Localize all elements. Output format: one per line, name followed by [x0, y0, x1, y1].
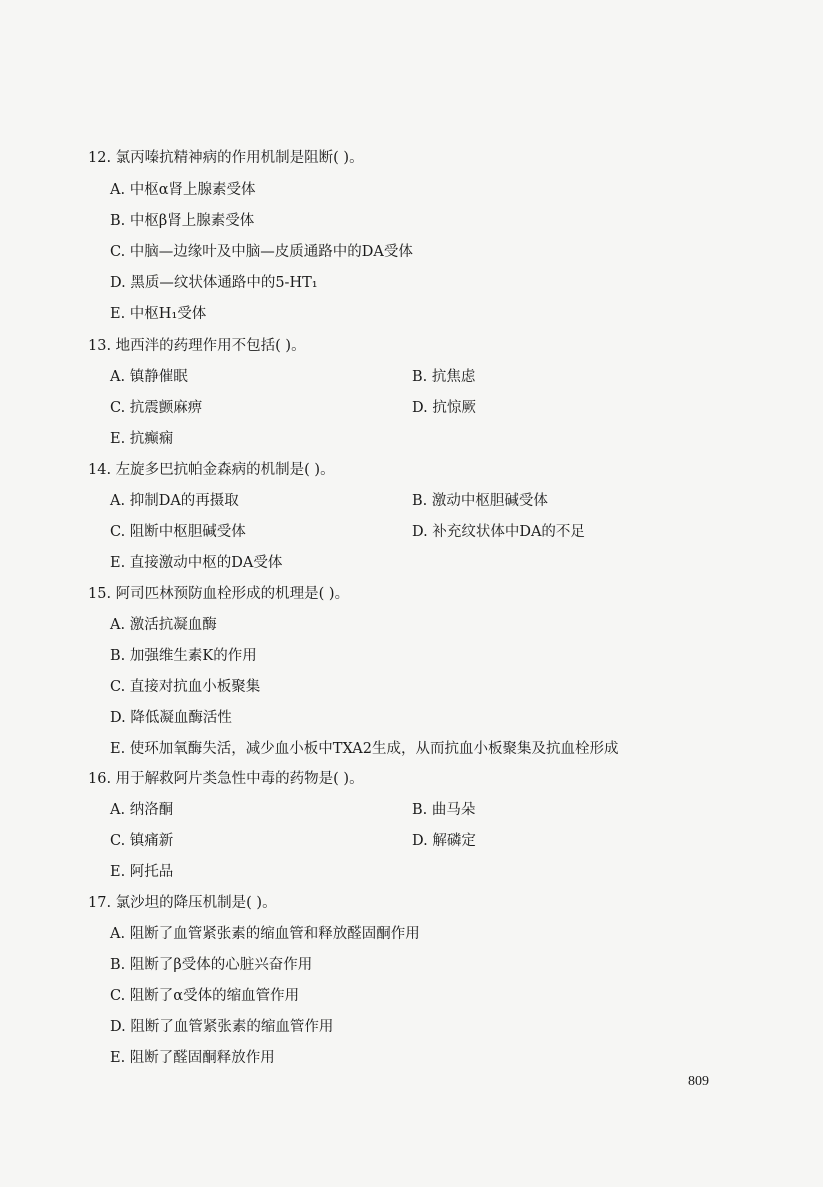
- question-15-option-d: D. 降低凝血酶活性: [110, 710, 232, 726]
- question-13-stem: 13. 地西泮的药理作用不包括( )。: [88, 338, 306, 354]
- question-16-option-d: D. 解磷定: [412, 833, 476, 849]
- question-14-stem: 14. 左旋多巴抗帕金森病的机制是( )。: [88, 462, 335, 478]
- question-17-stem: 17. 氯沙坦的降压机制是( )。: [88, 895, 277, 911]
- question-12-option-d: D. 黑质—纹状体通路中的5-HT₁: [110, 275, 318, 291]
- question-16-option-e: E. 阿托品: [110, 864, 174, 880]
- question-14-option-d: D. 补充纹状体中DA的不足: [412, 524, 585, 540]
- question-14-option-a: A. 抑制DA的再摄取: [110, 493, 239, 509]
- question-13-option-d: D. 抗惊厥: [412, 400, 476, 416]
- question-13-option-c: C. 抗震颤麻痹: [110, 400, 203, 416]
- question-15-option-e: E. 使环加氧酶失活，减少血小板中TXA2生成，从而抗血小板聚集及抗血栓形成: [110, 741, 619, 757]
- question-14-option-e: E. 直接激动中枢的DA受体: [110, 555, 283, 571]
- question-15-stem: 15. 阿司匹林预防血栓形成的机理是( )。: [88, 586, 350, 602]
- question-15-option-a: A. 激活抗凝血酶: [110, 617, 217, 633]
- question-12-option-c: C. 中脑—边缘叶及中脑—皮质通路中的DA受体: [110, 244, 413, 260]
- question-17-option-c: C. 阻断了α受体的缩血管作用: [110, 988, 300, 1004]
- question-13-option-e: E. 抗癫痫: [110, 431, 174, 447]
- question-17-option-b: B. 阻断了β受体的心脏兴奋作用: [110, 957, 313, 973]
- question-13-option-b: B. 抗焦虑: [412, 369, 476, 385]
- page-number: 809: [688, 1074, 709, 1089]
- question-16-stem: 16. 用于解救阿片类急性中毒的药物是( )。: [88, 771, 364, 787]
- question-17-option-a: A. 阻断了血管紧张素的缩血管和释放醛固酮作用: [110, 926, 420, 942]
- question-12-option-b: B. 中枢β肾上腺素受体: [110, 213, 255, 229]
- question-17-option-d: D. 阻断了血管紧张素的缩血管作用: [110, 1019, 334, 1035]
- question-16-option-a: A. 纳洛酮: [110, 802, 174, 818]
- question-15-option-c: C. 直接对抗血小板聚集: [110, 679, 261, 695]
- question-12-option-a: A. 中枢α肾上腺素受体: [110, 182, 256, 198]
- question-13-option-a: A. 镇静催眠: [110, 369, 188, 385]
- question-14-option-b: B. 激动中枢胆碱受体: [412, 493, 548, 509]
- question-16-option-c: C. 镇痛新: [110, 833, 174, 849]
- question-14-option-c: C. 阻断中枢胆碱受体: [110, 524, 246, 540]
- question-17-option-e: E. 阻断了醛固酮释放作用: [110, 1050, 275, 1066]
- question-12-option-e: E. 中枢H₁受体: [110, 306, 207, 322]
- question-15-option-b: B. 加强维生素K的作用: [110, 648, 257, 664]
- question-16-option-b: B. 曲马朵: [412, 802, 476, 818]
- question-12-stem: 12. 氯丙嗪抗精神病的作用机制是阻断( )。: [88, 150, 364, 166]
